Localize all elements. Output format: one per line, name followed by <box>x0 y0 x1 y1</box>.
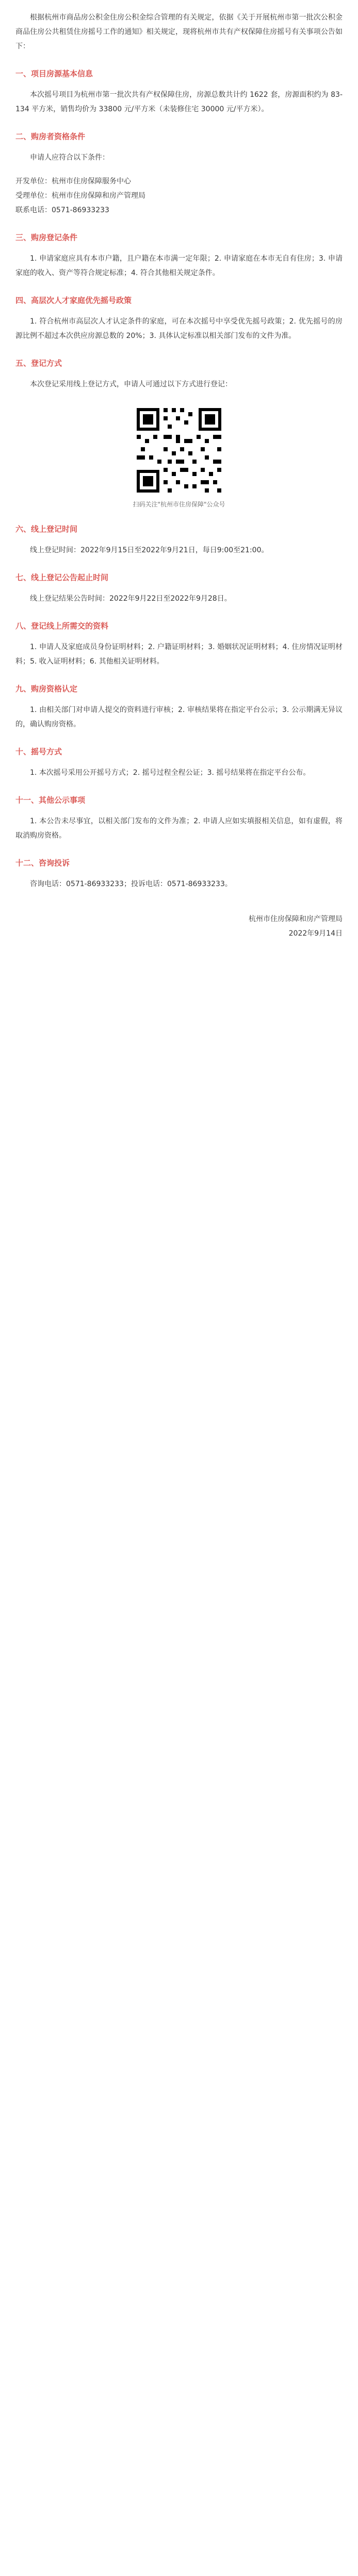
qr-caption: 扫码关注"杭州市住房保障"公众号 <box>133 501 225 508</box>
qr-code-block <box>127 404 231 509</box>
section-12-body: 咨询电话：0571-86933233；投诉电话：0571-86933233。 <box>30 880 232 888</box>
section-4-title: 四、高层次人才家庭优先摇号政策 <box>15 296 132 305</box>
contact-label: 联系电话： <box>15 206 52 214</box>
agency-label: 受理单位： <box>15 192 52 200</box>
section-11-title: 十一、其他公示事项 <box>15 795 86 805</box>
section-9-title: 九、购房资格认定 <box>15 684 78 693</box>
section-4-body: 1. 符合杭州市高层次人才认定条件的家庭，可在本次摇号中享受优先摇号政策；2. 优先摇号的房源比例不超过本次供应房源总数的 20%；3. 具体认定标准以相关部门发布的文件为准。 <box>15 317 343 340</box>
section-2-title: 二、购房者资格条件 <box>15 132 86 141</box>
signature-org: 杭州市住房保障和房产管理局 <box>249 915 343 923</box>
field-block <box>15 174 343 217</box>
developer-value: 杭州市住房保障服务中心 <box>52 177 131 185</box>
section-11-body: 1. 本公告未尽事宜，以相关部门发布的文件为准；2. 申请人应如实填报相关信息，如有虚假，将取消购房资格。 <box>15 817 343 840</box>
agency-value: 杭州市住房保障和房产管理局 <box>52 192 145 200</box>
section-8-body: 1. 申请人及家庭成员身份证明材料；2. 户籍证明材料；3. 婚姻状况证明材料；4. 住房情况证明材料；5. 收入证明材料；6. 其他相关证明材料。 <box>15 643 343 666</box>
intro-paragraph: 根据杭州市商品房公积金住房公积金综合管理的有关规定，依据《关于开展杭州市第一批次公积金商品住房公共租赁住房摇号工作的通知》相关规定，现将杭州市共有产权保障住房摇号有关事项公告如下： <box>15 13 343 50</box>
section-12-title: 十二、咨询投诉 <box>15 858 70 868</box>
section-3-title: 三、购房登记条件 <box>15 233 78 242</box>
section-9-body: 1. 由相关部门对申请人提交的资料进行审核；2. 审核结果将在指定平台公示；3. 公示期满无异议的，确认购房资格。 <box>15 706 343 728</box>
section-6-title: 六、线上登记时间 <box>15 524 78 534</box>
section-8-title: 八、登记线上所需交的资料 <box>15 621 109 631</box>
contact-value: 0571-86933233 <box>52 206 109 214</box>
section-7-title: 七、线上登记公告起止时间 <box>15 573 109 582</box>
developer-label: 开发单位： <box>15 177 52 185</box>
section-10-title: 十、摇号方式 <box>15 747 62 756</box>
section-3-body: 1. 申请家庭应具有本市户籍，且户籍在本市满一定年限；2. 申请家庭在本市无自有住房；3. 申请家庭的收入、资产等符合规定标准；4. 符合其他相关规定条件。 <box>15 255 343 277</box>
section-5-body: 本次登记采用线上登记方式，申请人可通过以下方式进行登记： <box>30 380 232 388</box>
section-1-title: 一、项目房源基本信息 <box>15 69 93 78</box>
signature-block <box>15 912 343 941</box>
section-6-body: 线上登记时间：2022年9月15日至2022年9月21日，每日9:00至21:00。 <box>30 546 269 554</box>
qr-code-icon[interactable] <box>133 404 225 497</box>
section-5-title: 五、登记方式 <box>15 359 62 368</box>
section-1-body: 本次摇号项目为杭州市第一批次共有产权保障住房，房源总数共计约 1622 套，房源面积约为 83-134 平方米，销售均价为 33800 元/平方米（未装修住宅 30000 元/平方米）。 <box>15 91 343 113</box>
section-10-body: 1. 本次摇号采用公开摇号方式；2. 摇号过程全程公证；3. 摇号结果将在指定平台公布。 <box>30 769 311 777</box>
signature-date: 2022年9月14日 <box>288 929 343 938</box>
section-2-body: 申请人应符合以下条件： <box>30 154 109 162</box>
section-7-body: 线上登记结果公告时间：2022年9月22日至2022年9月28日。 <box>30 595 232 603</box>
